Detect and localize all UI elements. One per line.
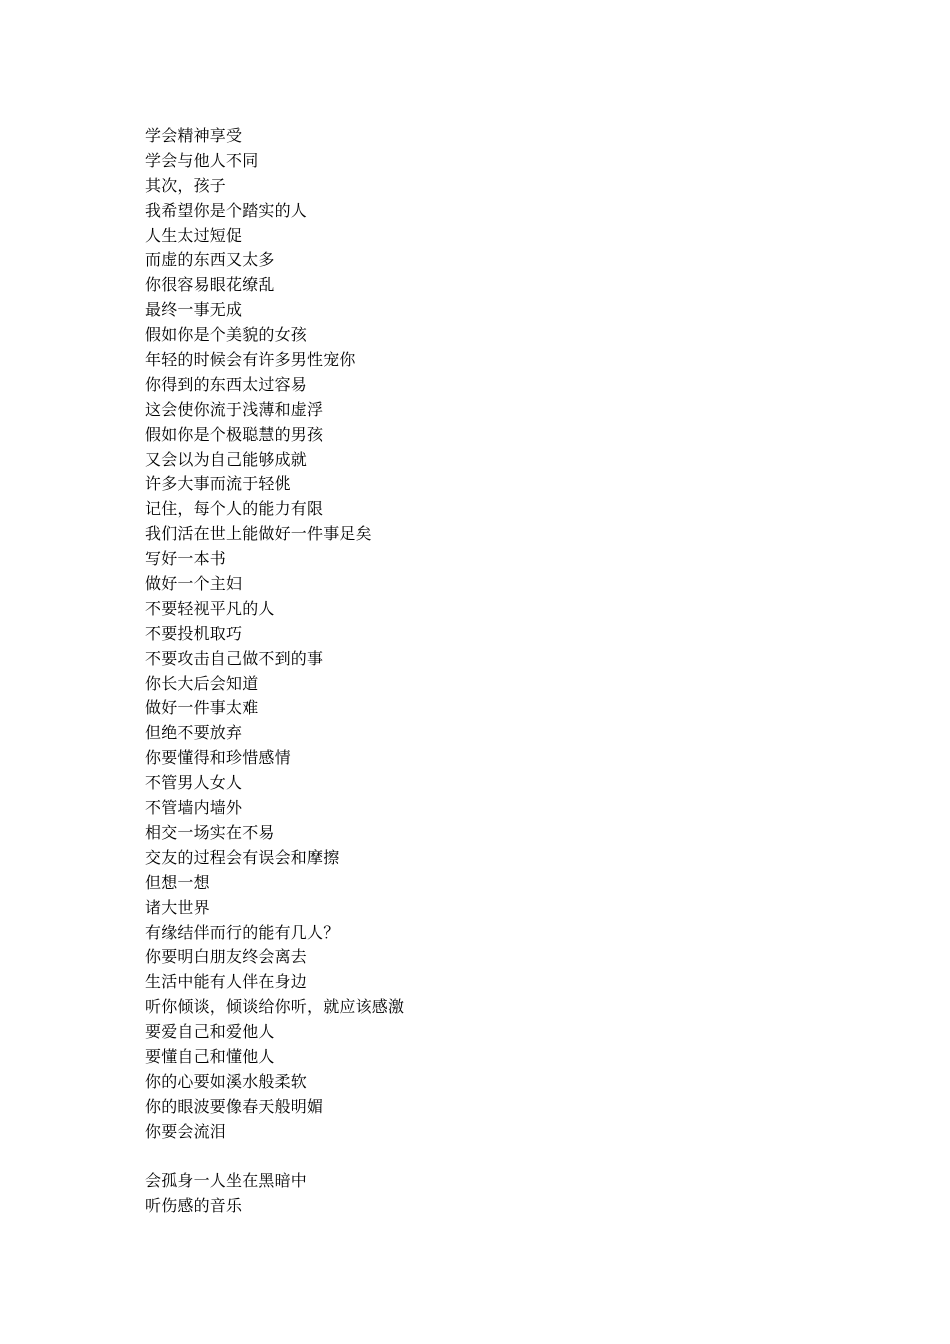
stanza-2 xyxy=(145,1169,845,1219)
text-line: 你长大后会知道 xyxy=(145,673,259,693)
text-line: 我希望你是个踏实的人 xyxy=(145,200,308,220)
text-line: 学会精神享受 xyxy=(145,126,243,145)
text-line: 你很容易眼花缭乱 xyxy=(145,275,275,295)
text-line: 许多大事而流于轻佻 xyxy=(145,474,291,494)
text-line: 学会与他人不同 xyxy=(145,150,259,170)
text-line: 不要攻击自己做不到的事 xyxy=(145,648,324,668)
text-line: 不要投机取巧 xyxy=(145,623,243,643)
text-line: 你要明白朋友终会离去 xyxy=(145,947,308,967)
text-line: 不管男人女人 xyxy=(145,773,243,793)
text-line: 写好一本书 xyxy=(145,549,227,569)
text-line: 相交一场实在不易 xyxy=(145,822,275,842)
text-line: 最终一事无成 xyxy=(145,300,243,320)
text-line: 但想一想 xyxy=(145,872,210,892)
text-line: 有缘结伴而行的能有几人？ xyxy=(145,922,340,942)
text-line: 这会使你流于浅薄和虚浮 xyxy=(145,399,324,419)
text-line: 交友的过程会有误会和摩擦 xyxy=(145,847,340,867)
text-line: 做好一件事太难 xyxy=(145,698,259,718)
text-line: 又会以为自己能够成就 xyxy=(145,449,308,469)
text-line: 你得到的东西太过容易 xyxy=(145,374,308,394)
text-line: 会孤身一人坐在黑暗中 xyxy=(145,1171,308,1191)
text-line: 假如你是个极聪慧的男孩 xyxy=(145,424,324,444)
text-line: 做好一个主妇 xyxy=(145,574,243,594)
text-line: 而虚的东西又太多 xyxy=(145,250,275,270)
text-line: 年轻的时候会有许多男性宠你 xyxy=(145,350,356,370)
text-line: 但绝不要放弃 xyxy=(145,723,243,743)
text-line: 听你倾谈，倾谈给你听，就应该感激 xyxy=(145,997,405,1017)
text-line: 假如你是个美貌的女孩 xyxy=(145,325,308,345)
stanza-divider xyxy=(145,1145,845,1170)
text-line: 生活中能有人伴在身边 xyxy=(145,972,308,992)
text-line: 不要轻视平凡的人 xyxy=(145,598,275,618)
text-line: 我们活在世上能做好一件事足矣 xyxy=(145,524,372,544)
text-line: 要爱自己和爱他人 xyxy=(145,1022,275,1042)
text-line: 不管墙内墙外 xyxy=(145,798,243,818)
text-line: 其次，孩子 xyxy=(145,175,227,195)
text-line: 人生太过短促 xyxy=(145,225,243,245)
text-line: 你要懂得和珍惜感情 xyxy=(145,748,291,768)
text-line: 听伤感的音乐 xyxy=(145,1196,243,1216)
text-line: 记住，每个人的能力有限 xyxy=(145,499,324,519)
poem-text xyxy=(145,124,845,1219)
text-line: 要懂自己和懂他人 xyxy=(145,1046,275,1066)
text-line: 你的心要如溪水般柔软 xyxy=(145,1071,308,1091)
text-line: 你要会流泪 xyxy=(145,1121,227,1141)
text-line: 诸大世界 xyxy=(145,897,210,917)
stanza-1 xyxy=(145,124,845,1145)
text-line: 你的眼波要像春天般明媚 xyxy=(145,1096,324,1116)
